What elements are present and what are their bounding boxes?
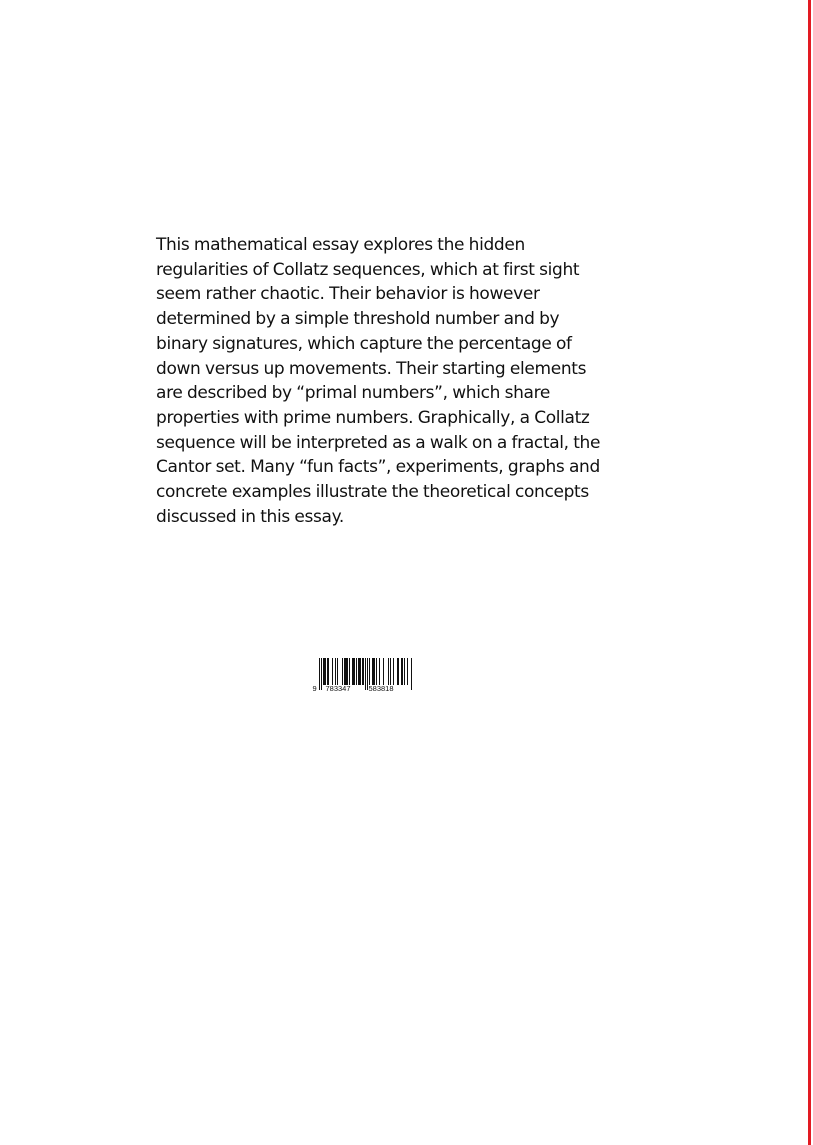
barcode-bar	[379, 658, 380, 685]
barcode-bar	[358, 658, 359, 685]
isbn-barcode	[312, 657, 412, 693]
description-line: are described by “primal numbers”, which share	[156, 383, 550, 404]
description-line: properties with prime numbers. Graphically, a Collatz	[156, 407, 590, 428]
red-edge-stripe	[808, 0, 811, 1145]
description-line: concrete examples illustrate the theoretical concepts	[156, 482, 589, 503]
barcode-bar	[359, 658, 360, 685]
barcode-bar	[344, 658, 345, 685]
barcode-bar	[332, 658, 333, 685]
barcode-bar	[323, 658, 324, 685]
barcode-bar	[347, 658, 348, 685]
barcode-bar	[383, 658, 384, 685]
description-line: discussed in this essay.	[156, 506, 344, 527]
barcode-bar	[363, 658, 364, 685]
barcode-bar	[325, 658, 326, 685]
description-line: binary signatures, which capture the percentage of	[156, 333, 572, 354]
barcode-left-digits: 783347	[325, 684, 351, 693]
barcode-bar	[397, 658, 398, 685]
barcode-bar	[349, 658, 350, 685]
barcode-bar	[324, 658, 325, 685]
barcode-right-digits: 583818	[368, 684, 394, 693]
barcode-bar	[390, 658, 391, 685]
barcode-bar	[365, 658, 366, 690]
barcode-bar	[352, 658, 353, 685]
description-line: Cantor set. Many “fun facts”, experiments, graphs and	[156, 457, 600, 478]
barcode-bar	[335, 658, 336, 685]
barcode-bar	[345, 658, 346, 685]
description-line: seem rather chaotic. Their behavior is however	[156, 284, 540, 305]
barcode-bar	[398, 658, 399, 685]
barcode-bar	[353, 658, 354, 685]
barcode-bar	[356, 658, 357, 685]
barcode-bar	[327, 658, 328, 685]
description-line: regularities of Collatz sequences, which at first sight	[156, 259, 580, 280]
barcode-bar	[328, 658, 329, 685]
barcode-bar	[373, 658, 374, 685]
barcode-bar	[321, 658, 322, 690]
barcode-bar	[376, 658, 377, 685]
description-line: down versus up movements. Their starting elements	[156, 358, 587, 379]
barcode-bar	[342, 658, 343, 685]
barcode-bar	[411, 658, 412, 690]
barcode-bar	[360, 658, 361, 685]
barcode-bar	[388, 658, 389, 685]
barcode-bar	[401, 658, 402, 685]
description-line: determined by a simple threshold number and by	[156, 309, 560, 330]
description-line: sequence will be interpreted as a walk on a fractal, the	[156, 432, 601, 453]
barcode-first-digit: 9	[312, 684, 317, 693]
barcode-bar	[404, 658, 405, 685]
barcode-bar	[346, 658, 347, 685]
barcode-bar	[319, 658, 320, 690]
barcode-bar	[372, 658, 373, 685]
description-line: This mathematical essay explores the hidden	[156, 235, 525, 255]
book-description	[156, 233, 626, 529]
barcode-bar	[393, 658, 394, 685]
barcode-bar	[362, 658, 363, 685]
barcode-bar	[369, 658, 370, 685]
barcode-bar	[407, 658, 408, 685]
barcode-bar	[402, 658, 403, 685]
barcode-bar	[337, 658, 338, 685]
barcode-bar	[374, 658, 375, 685]
barcode-bar	[354, 658, 355, 685]
barcode-graphic	[312, 657, 412, 693]
